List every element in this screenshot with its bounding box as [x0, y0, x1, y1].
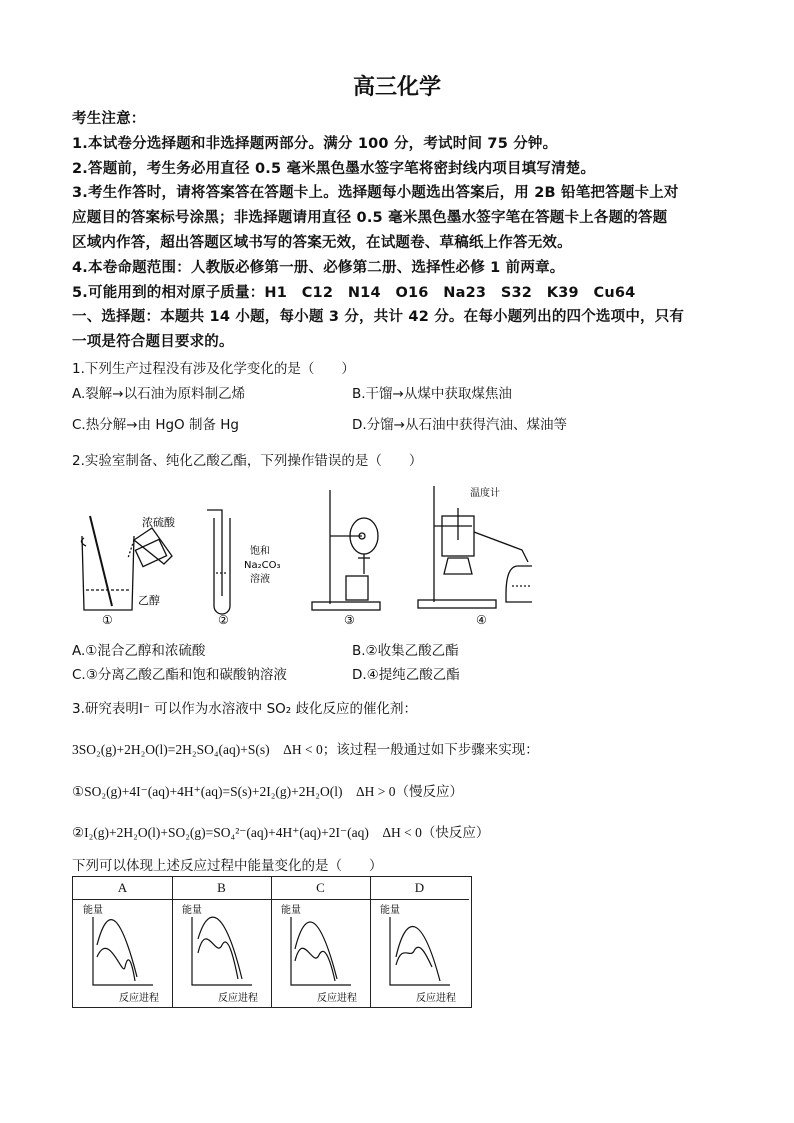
energy-curve-a [73, 899, 172, 1007]
option-cell-b [172, 877, 272, 1007]
q1-option-c: C.热分解→由 HgO 制备 Hg [72, 417, 239, 433]
notice-heading: 考生注意： [72, 111, 146, 127]
q3-question: 下列可以体现上述反应过程中能量变化的是（ ） [72, 858, 383, 874]
y-axis-label: 能量 [281, 905, 301, 916]
q2-option-d: D.④提纯乙酸乙酯 [352, 667, 460, 683]
q3-step-2-equation: ②I₂(g)+2H₂O(l)+SO₂(g)=SO₄²⁻(aq)+4H⁺(aq)+2I⁻(aq) ΔH < 0（快反应） [72, 825, 490, 840]
x-axis-label: 反应进程 [416, 993, 456, 1004]
notice-item-3: 3.考生作答时，请将答案答在答题卡上。选择题每小题选出答案后，用 2B 铅笔把答题卡上对 [72, 185, 679, 201]
notice-item-3-cont: 应题目的答案标号涂黑；非选择题请用直径 0.5 毫米黑色墨水签字笔在答题卡上各题的答题 [72, 210, 668, 226]
energy-curve-c [271, 899, 370, 1007]
notice-item-5: 5.可能用到的相对原子质量：H1 C12 N14 O16 Na23 S32 K39 Cu64 [72, 285, 636, 301]
page-title: 高三化学 [352, 75, 441, 100]
section-1-heading-cont: 一项是符合题目要求的。 [72, 334, 234, 350]
q1-stem: 1.下列生产过程没有涉及化学变化的是（ ） [72, 361, 355, 377]
q1-option-b: B.干馏→从煤中获取煤焦油 [352, 386, 512, 402]
q1-option-a: A.裂解→以石油为原料制乙烯 [72, 386, 246, 402]
q3-main-equation: 3SO₂(g)+2H₂O(l)=2H₂SO₄(aq)+S(s) ΔH < 0；该过程一般通过如下步骤来实现： [72, 742, 539, 757]
option-header-d: D [370, 877, 469, 900]
label-thermometer: 温度计 [470, 488, 500, 499]
q2-option-c: C.③分离乙酸乙酯和饱和碳酸钠溶液 [72, 667, 287, 683]
label-apparatus-3: ③ [344, 613, 355, 627]
q2-option-b: B.②收集乙酸乙酯 [352, 643, 459, 659]
q3-stem: 3.研究表明I⁻ 可以作为水溶液中 SO₂ 歧化反应的催化剂： [72, 701, 417, 717]
option-cell-c [271, 877, 371, 1007]
option-header-b: B [172, 877, 271, 900]
energy-curve-d [370, 899, 469, 1007]
label-saturated: 饱和 [250, 546, 270, 557]
apparatus-figure [72, 478, 532, 628]
option-cell-d [370, 877, 469, 1007]
label-apparatus-2: ② [218, 613, 229, 627]
y-axis-label: 能量 [182, 905, 202, 916]
section-1-heading: 一、选择题：本题共 14 小题，每小题 3 分，共计 42 分。在每小题列出的四个选项中，只有 [72, 309, 685, 325]
x-axis-label: 反应进程 [119, 993, 159, 1004]
x-axis-label: 反应进程 [317, 993, 357, 1004]
energy-diagram-table [72, 876, 472, 1008]
label-ethanol: 乙醇 [138, 594, 160, 607]
notice-item-3-cont2: 区域内作答，超出答题区域书写的答案无效，在试题卷、草稿纸上作答无效。 [72, 235, 572, 251]
label-conc-acid: 浓硫酸 [142, 516, 175, 529]
q1-option-d: D.分馏→从石油中获得汽油、煤油等 [352, 417, 567, 433]
label-na2co3: Na₂CO₃ [244, 560, 281, 571]
label-solution: 溶液 [250, 574, 270, 585]
notice-item-2: 2.答题前，考生务必用直径 0.5 毫米黑色墨水签字笔将密封线内项目填写清楚。 [72, 161, 596, 177]
x-axis-label: 反应进程 [218, 993, 258, 1004]
option-cell-a [73, 877, 173, 1007]
y-axis-label: 能量 [83, 905, 103, 916]
y-axis-label: 能量 [380, 905, 400, 916]
notice-item-1: 1.本试卷分选择题和非选择题两部分。满分 100 分，考试时间 75 分钟。 [72, 136, 558, 152]
option-header-c: C [271, 877, 370, 900]
q2-option-a: A.①混合乙醇和浓硫酸 [72, 643, 206, 659]
q3-step-1-equation: ①SO₂(g)+4I⁻(aq)+4H⁺(aq)=S(s)+2I₂(g)+2H₂O(l) ΔH > 0（慢反应） [72, 784, 464, 799]
label-apparatus-4: ④ [476, 613, 487, 627]
q2-stem: 2.实验室制备、纯化乙酸乙酯，下列操作错误的是（ ） [72, 453, 423, 469]
label-apparatus-1: ① [102, 613, 113, 627]
notice-item-4: 4.本卷命题范围：人教版必修第一册、必修第二册、选择性必修 1 前两章。 [72, 260, 565, 276]
energy-curve-b [172, 899, 271, 1007]
option-header-a: A [73, 877, 172, 900]
